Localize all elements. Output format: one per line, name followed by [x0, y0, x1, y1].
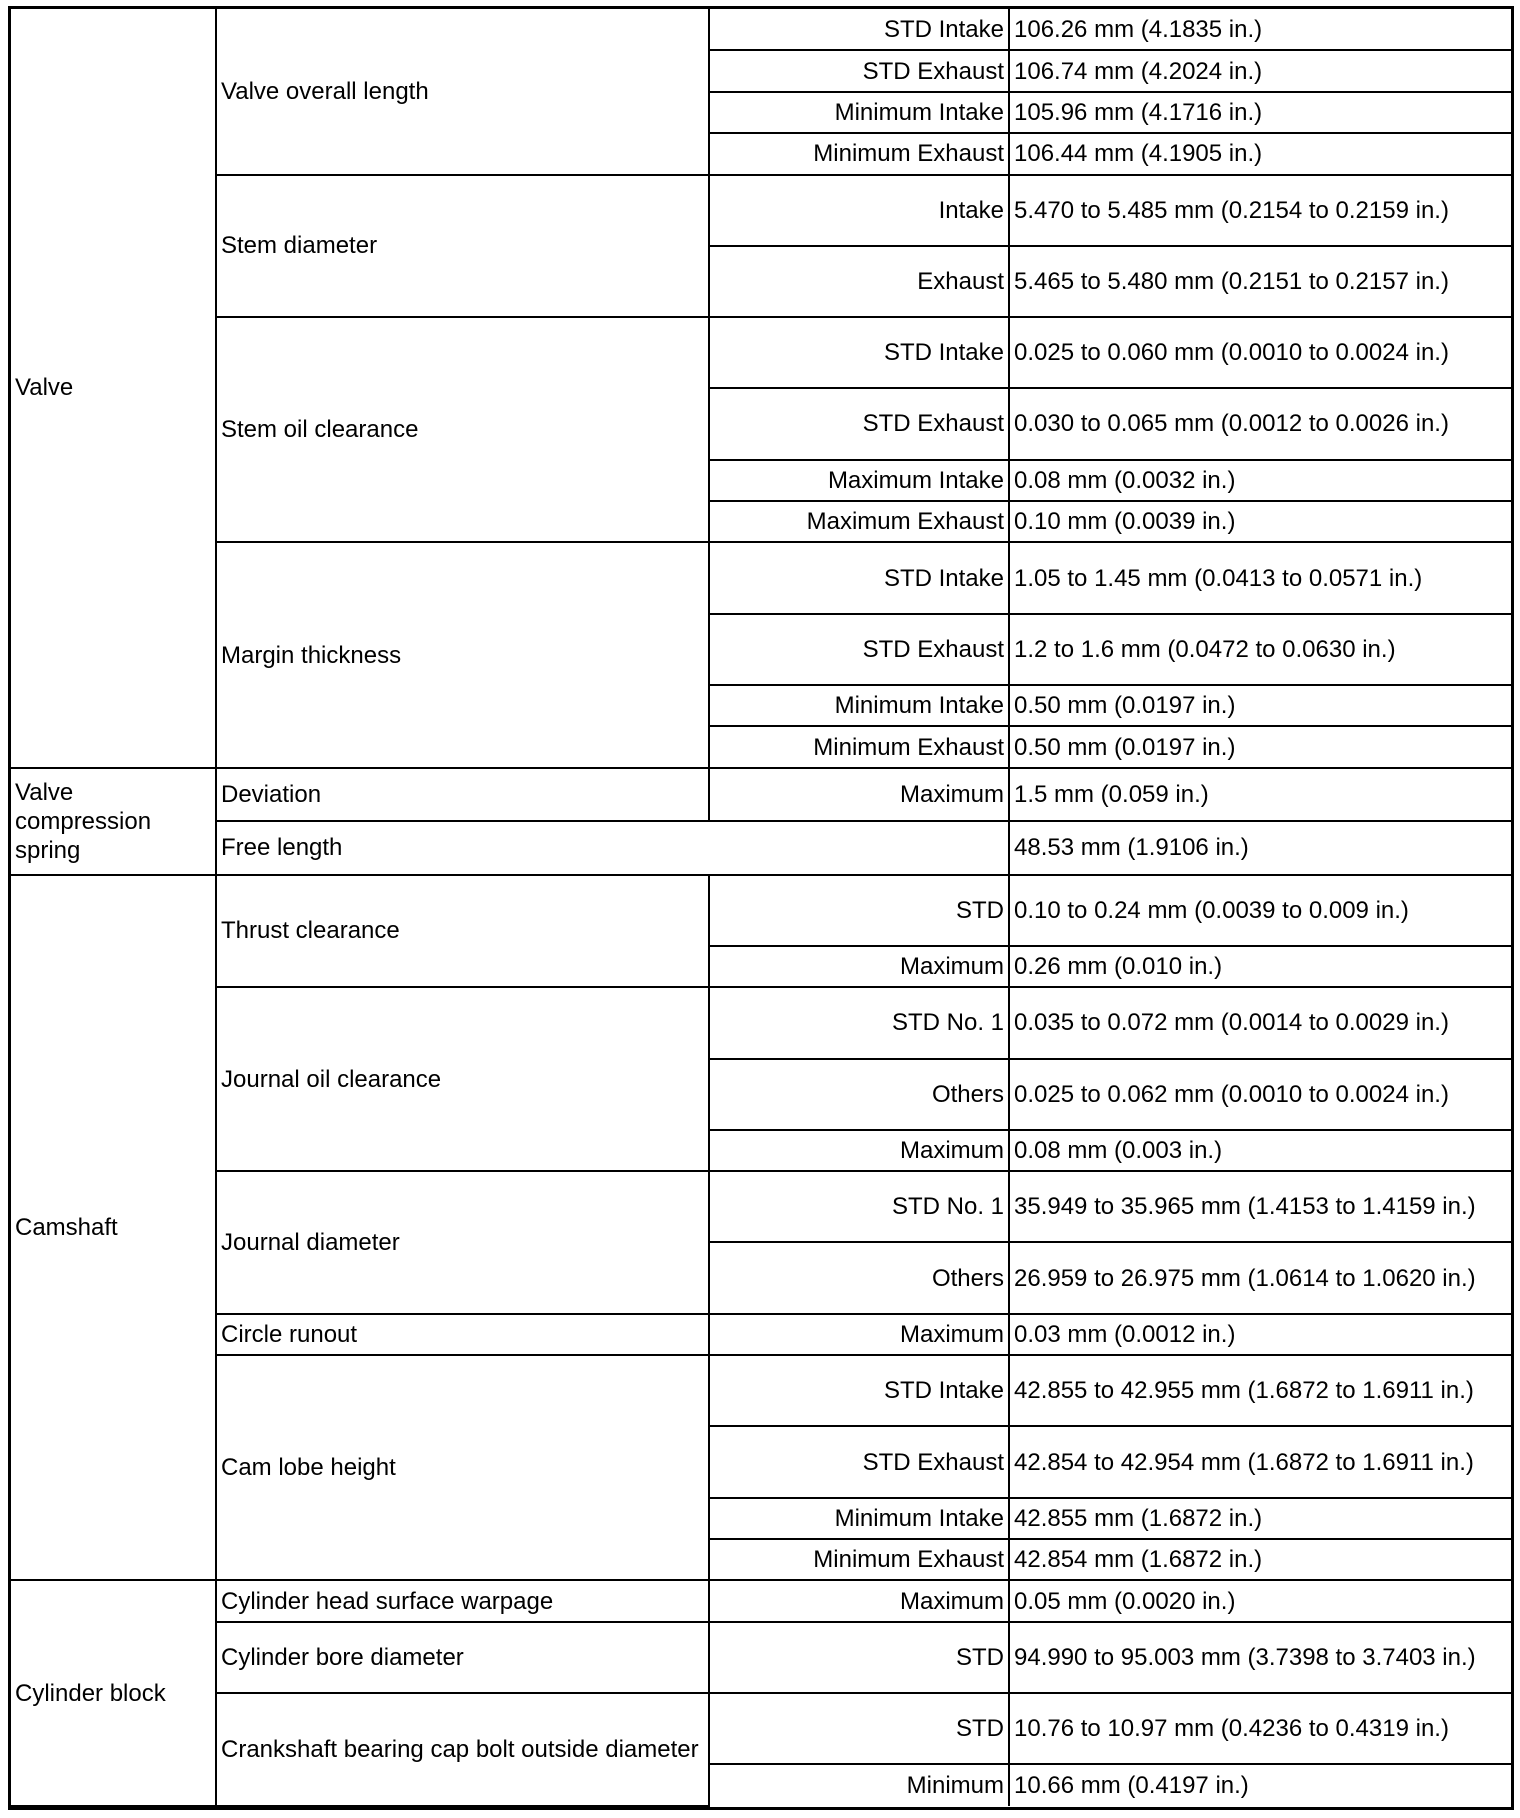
group-label: Camshaft	[11, 875, 216, 1581]
spec-label: Maximum Intake	[709, 460, 1009, 501]
table-row	[11, 1314, 1511, 1355]
spec-label: Maximum	[709, 1580, 1009, 1621]
spec-value: 0.025 to 0.062 mm (0.0010 to 0.0024 in.)	[1009, 1059, 1511, 1130]
item-label: Stem oil clearance	[216, 317, 709, 542]
spec-label: Minimum	[709, 1764, 1009, 1806]
group-label: Valve compression spring	[11, 768, 216, 875]
spec-value: 106.26 mm (4.1835 in.)	[1009, 9, 1511, 50]
spec-value: 0.025 to 0.060 mm (0.0010 to 0.0024 in.)	[1009, 317, 1511, 388]
table-row	[11, 875, 1511, 946]
spec-value: 5.470 to 5.485 mm (0.2154 to 0.2159 in.)	[1009, 175, 1511, 246]
spec-label: Maximum	[709, 1314, 1009, 1355]
spec-value: 42.855 mm (1.6872 in.)	[1009, 1498, 1511, 1539]
spec-value: 0.08 mm (0.0032 in.)	[1009, 460, 1511, 501]
item-label: Stem diameter	[216, 175, 709, 318]
spec-value: 1.2 to 1.6 mm (0.0472 to 0.0630 in.)	[1009, 614, 1511, 685]
spec-label: Minimum Exhaust	[709, 726, 1009, 767]
item-label: Valve overall length	[216, 9, 709, 175]
item-label: Crankshaft bearing cap bolt outside diameter	[216, 1693, 709, 1806]
spec-value: 0.10 to 0.24 mm (0.0039 to 0.009 in.)	[1009, 875, 1511, 946]
spec-value: 1.5 mm (0.059 in.)	[1009, 768, 1511, 821]
spec-label: Maximum	[709, 946, 1009, 987]
table-row	[11, 317, 1511, 388]
table-row	[11, 821, 1511, 874]
item-label: Cylinder head surface warpage	[216, 1580, 709, 1621]
spec-value: 0.26 mm (0.010 in.)	[1009, 946, 1511, 987]
table-row	[11, 1622, 1511, 1693]
spec-value: 42.854 mm (1.6872 in.)	[1009, 1539, 1511, 1580]
spec-table	[11, 9, 1511, 1807]
spec-value: 0.030 to 0.065 mm (0.0012 to 0.0026 in.)	[1009, 388, 1511, 459]
table-row	[11, 1355, 1511, 1426]
item-label: Deviation	[216, 768, 709, 821]
spec-value: 42.855 to 42.955 mm (1.6872 to 1.6911 in.)	[1009, 1355, 1511, 1426]
spec-table-frame	[8, 6, 1514, 1810]
spec-label: Exhaust	[709, 246, 1009, 317]
item-label: Circle runout	[216, 1314, 709, 1355]
spec-label: Intake	[709, 175, 1009, 246]
item-label: Journal oil clearance	[216, 987, 709, 1171]
spec-label: STD Exhaust	[709, 1426, 1009, 1497]
spec-label: Minimum Intake	[709, 92, 1009, 133]
spec-label: STD Intake	[709, 542, 1009, 613]
spec-value: 1.05 to 1.45 mm (0.0413 to 0.0571 in.)	[1009, 542, 1511, 613]
spec-value: 105.96 mm (4.1716 in.)	[1009, 92, 1511, 133]
item-label: Margin thickness	[216, 542, 709, 767]
spec-value: 106.74 mm (4.2024 in.)	[1009, 50, 1511, 91]
spec-label: Others	[709, 1242, 1009, 1313]
spec-label: STD Exhaust	[709, 614, 1009, 685]
table-row	[11, 987, 1511, 1058]
spec-value: 0.03 mm (0.0012 in.)	[1009, 1314, 1511, 1355]
spec-label: Minimum Exhaust	[709, 1539, 1009, 1580]
table-row	[11, 9, 1511, 50]
group-label: Cylinder block	[11, 1580, 216, 1806]
spec-value: 0.08 mm (0.003 in.)	[1009, 1130, 1511, 1171]
spec-label: STD Intake	[709, 1355, 1009, 1426]
spec-label: Maximum Exhaust	[709, 501, 1009, 542]
spec-value: 42.854 to 42.954 mm (1.6872 to 1.6911 in.)	[1009, 1426, 1511, 1497]
table-row	[11, 1580, 1511, 1621]
spec-label: STD	[709, 875, 1009, 946]
spec-value: 0.50 mm (0.0197 in.)	[1009, 685, 1511, 726]
table-row	[11, 175, 1511, 246]
item-label: Journal diameter	[216, 1171, 709, 1314]
spec-value: 0.10 mm (0.0039 in.)	[1009, 501, 1511, 542]
spec-value: 35.949 to 35.965 mm (1.4153 to 1.4159 in.)	[1009, 1171, 1511, 1242]
spec-value: 26.959 to 26.975 mm (1.0614 to 1.0620 in.)	[1009, 1242, 1511, 1313]
spec-value: 10.76 to 10.97 mm (0.4236 to 0.4319 in.)	[1009, 1693, 1511, 1764]
spec-value: 10.66 mm (0.4197 in.)	[1009, 1764, 1511, 1806]
item-label: Cylinder bore diameter	[216, 1622, 709, 1693]
spec-value: 0.035 to 0.072 mm (0.0014 to 0.0029 in.)	[1009, 987, 1511, 1058]
spec-label: STD Intake	[709, 317, 1009, 388]
spec-label: Maximum	[709, 1130, 1009, 1171]
spec-label: STD Exhaust	[709, 50, 1009, 91]
table-row	[11, 768, 1511, 821]
spec-label: STD	[709, 1693, 1009, 1764]
spec-value: 0.05 mm (0.0020 in.)	[1009, 1580, 1511, 1621]
group-label: Valve	[11, 9, 216, 768]
item-label: Thrust clearance	[216, 875, 709, 988]
spec-label: STD No. 1	[709, 987, 1009, 1058]
spec-value: 48.53 mm (1.9106 in.)	[1009, 821, 1511, 874]
spec-label: STD Exhaust	[709, 388, 1009, 459]
spec-label: STD Intake	[709, 9, 1009, 50]
spec-label: Maximum	[709, 768, 1009, 821]
spec-label: Minimum Intake	[709, 1498, 1009, 1539]
spec-label: Minimum Intake	[709, 685, 1009, 726]
spec-value: 106.44 mm (4.1905 in.)	[1009, 133, 1511, 174]
table-row	[11, 1693, 1511, 1764]
item-label: Free length	[216, 821, 1009, 874]
spec-label: Minimum Exhaust	[709, 133, 1009, 174]
spec-label: STD No. 1	[709, 1171, 1009, 1242]
spec-table-body	[11, 9, 1511, 1806]
spec-label: Others	[709, 1059, 1009, 1130]
table-row	[11, 1171, 1511, 1242]
spec-value: 0.50 mm (0.0197 in.)	[1009, 726, 1511, 767]
spec-value: 94.990 to 95.003 mm (3.7398 to 3.7403 in.)	[1009, 1622, 1511, 1693]
item-label: Cam lobe height	[216, 1355, 709, 1580]
spec-value: 5.465 to 5.480 mm (0.2151 to 0.2157 in.)	[1009, 246, 1511, 317]
spec-label: STD	[709, 1622, 1009, 1693]
table-row	[11, 542, 1511, 613]
